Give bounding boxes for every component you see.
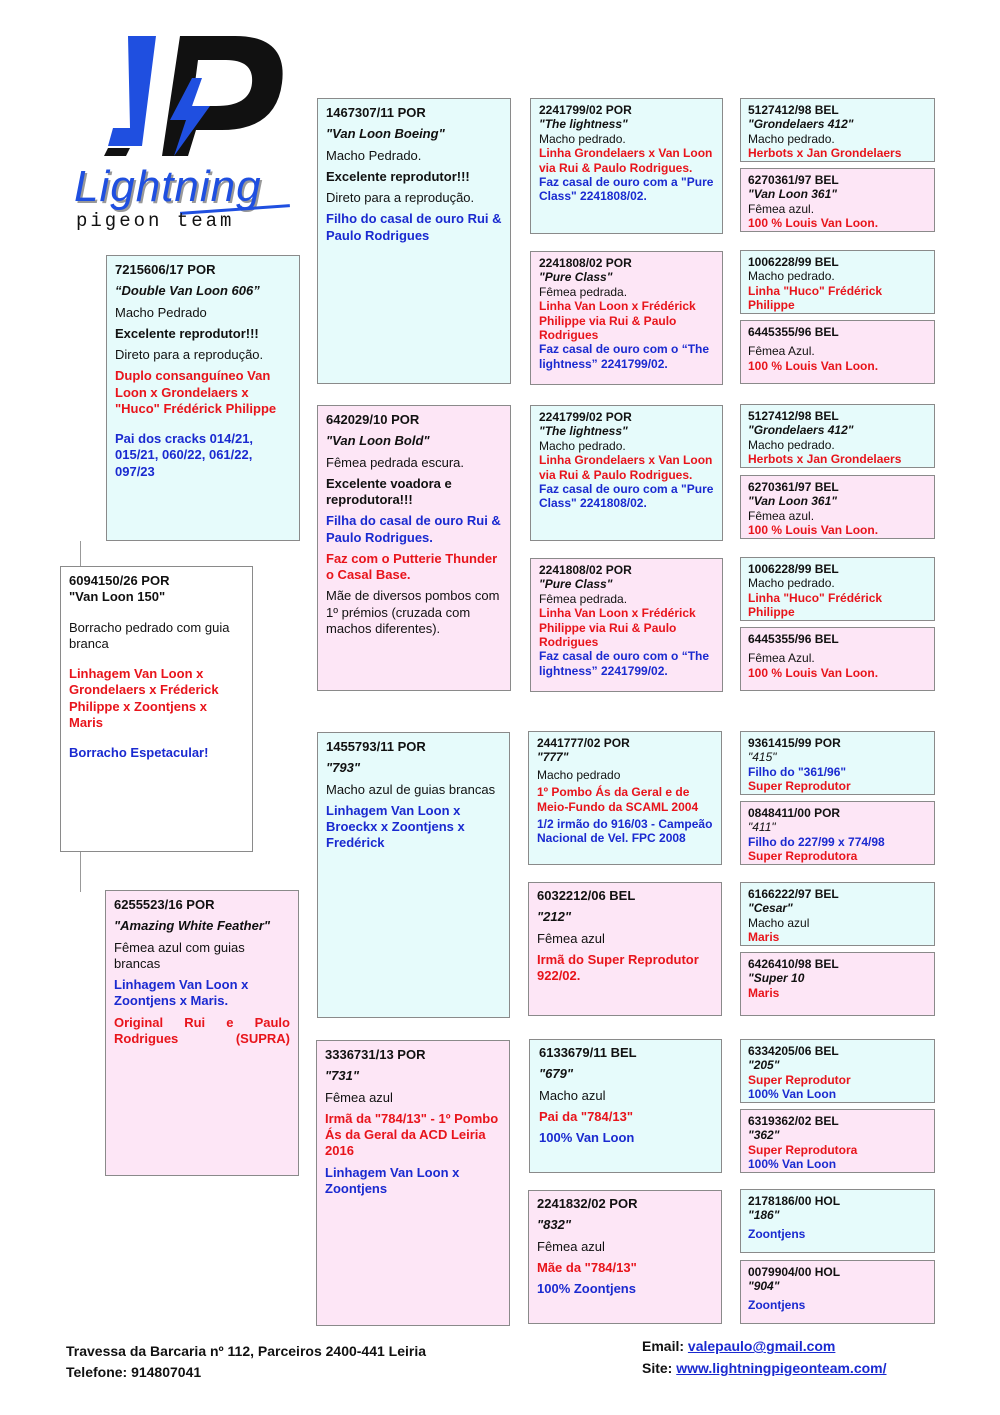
dam-origin: Original Rui e Paulo Rodrigues (SUPRA) (114, 1014, 290, 1046)
dam-lineage: Linhagem Van Loon x Zoontjens x Maris. (114, 977, 249, 1009)
ancestor-ring: 6426410/98 BEL (748, 957, 839, 971)
ggp-lineage: 100% Zoontjens (537, 1281, 636, 1296)
footer-phone: Telefone: 914807041 (66, 1364, 202, 1380)
ancestor-card (740, 801, 935, 865)
ancestor-desc: Fêmea azul. (748, 508, 815, 523)
ancestor-desc: Fêmea Azul. (748, 344, 815, 359)
ggp-ring: 2241799/02 POR (539, 103, 632, 117)
ggp-sex: Fêmea azul (537, 1238, 605, 1254)
ancestor-lineage: Zoontjens (748, 1297, 806, 1312)
gp-ring: 3336731/13 POR (325, 1047, 426, 1062)
ancestor-ring: 6319362/02 BEL (748, 1114, 839, 1128)
ggp-sex: Macho pedrado (537, 767, 621, 782)
ggp-lineage: 100% Van Loon (539, 1130, 635, 1145)
ancestor-ring: 5127412/98 BEL (748, 103, 839, 117)
subject-note: Borracho Espetacular! (69, 745, 209, 760)
ggp-name: "212" (537, 909, 572, 925)
gp-name: "793" (326, 760, 361, 776)
sire-offspring: Pai dos cracks 014/21, 015/21, 060/22, 061/22, 097/23 (115, 431, 254, 479)
ancestor-name: "411" (748, 820, 776, 835)
subject-card (60, 566, 253, 852)
ggp-name: "Pure Class" (539, 270, 613, 285)
ancestor-lineage: Herbots x Jan Grondelaers (748, 146, 902, 161)
footer-email (642, 1338, 835, 1354)
ancestor-card (740, 882, 935, 946)
ggp-relation: Mãe da "784/13" (537, 1259, 637, 1275)
sire-ring: 7215606/17 POR (115, 262, 216, 277)
ancestor-desc: Macho pedrado. (748, 576, 835, 591)
ancestor-card (740, 1260, 935, 1324)
gp-name: "Van Loon Boeing" (326, 126, 445, 142)
sire-card (106, 255, 300, 541)
dam-card (105, 890, 299, 1176)
dam-ring: 6255523/16 POR (114, 897, 215, 912)
sire-sex: Macho Pedrado (115, 304, 207, 320)
site-label: Site: (642, 1360, 673, 1376)
sire-note: Direto para a reprodução. (115, 347, 264, 362)
ggp-relation: Irmã do Super Reprodutor 922/02. (537, 951, 699, 983)
connector-line (80, 541, 81, 567)
ggp-relation: 1/2 irmão do 916/03 - Campeão Nacional de Vel. FPC 2008 (537, 816, 713, 846)
gp-note: Irmã da "784/13" - 1º Pombo Ás da Geral da ACD Leiria 2016 (325, 1110, 499, 1159)
ancestor-ring: 0848411/00 POR (748, 806, 841, 820)
ggp-pair: Faz casal de ouro com a "Pure Class" 2241808/02. (539, 174, 714, 204)
ancestor-ring: 5127412/98 BEL (748, 409, 839, 423)
ggp-ring: 6133679/11 BEL (539, 1045, 637, 1060)
ancestor-ring: 0079904/00 HOL (748, 1265, 841, 1279)
gp-origin: Filho do casal de ouro Rui & Paulo Rodrigues (326, 211, 502, 243)
ggp-name: "832" (537, 1217, 572, 1233)
ancestor-name: "904" (748, 1279, 780, 1294)
ggp-ring: 2241808/02 POR (539, 256, 632, 270)
ancestor-ring: 9361415/99 POR (748, 736, 841, 750)
grandparent-card-4 (316, 1040, 510, 1326)
ancestor-status: Super Reprodutor (748, 779, 851, 794)
great-grandparent-card (528, 1190, 722, 1324)
great-grandparent-card (530, 558, 723, 692)
subject-ring: 6094150/26 POR (69, 573, 170, 588)
ancestor-name: "186" (748, 1208, 780, 1223)
ancestor-card (740, 557, 935, 621)
ggp-sex: Fêmea pedrada. (539, 591, 628, 606)
ancestor-desc: Fêmea Azul. (748, 651, 815, 666)
dam-name: "Amazing White Feather" (114, 918, 271, 934)
ancestor-lineage: Linha "Huco" Frédérick Philippe (748, 590, 883, 620)
gp-ring: 1455793/11 POR (326, 739, 426, 754)
great-grandparent-card (528, 731, 722, 865)
ancestor-card (740, 168, 935, 232)
gp-note: Direto para a reprodução. (326, 190, 475, 205)
ancestor-relation: Filho do 227/99 x 774/98 (748, 834, 885, 849)
ggp-ring: 2241799/02 POR (539, 410, 632, 424)
team-logo (70, 28, 300, 238)
sire-lineage: Duplo consanguíneo Van Loon x Grondelaers x "Huco" Frédérick Philippe (115, 368, 277, 416)
ancestor-desc: Macho pedrado. (748, 437, 835, 452)
ggp-lineage: Linha Van Loon x Frédérick Philippe via Rui & Paulo Rodrigues (539, 299, 696, 342)
ggp-lineage: Linha Grondelaers x Van Loon via Rui & Paulo Rodrigues. (539, 146, 713, 175)
ancestor-desc: Macho azul (748, 915, 810, 930)
ancestor-card (740, 404, 935, 468)
great-grandparent-card (530, 405, 723, 541)
ancestor-name: "205" (748, 1058, 780, 1073)
gp-lineage: Linhagem Van Loon x Zoontjens (325, 1164, 460, 1196)
gp-name: "Van Loon Bold" (326, 433, 430, 449)
ggp-ring: 2241808/02 POR (539, 563, 632, 577)
ggp-relation: Pai da "784/13" (539, 1108, 633, 1124)
ancestor-lineage: Maris (748, 985, 780, 1000)
ancestor-lineage: Herbots x Jan Grondelaers (748, 452, 902, 467)
grandparent-card-1 (317, 98, 511, 384)
gp-note: Mãe de diversos pombos com 1º prémios (cruzada com machos diferentes). (326, 588, 500, 636)
ggp-lineage: Linha Grondelaers x Van Loon via Rui & Paulo Rodrigues. (539, 453, 713, 482)
ancestor-ring: 2178186/00 HOL (748, 1194, 841, 1208)
ggp-pair: Faz casal de ouro com a "Pure Class" 2241808/02. (539, 481, 714, 511)
ancestor-name: "Grondelaers 412" (748, 423, 854, 438)
ancestor-card (740, 952, 935, 1016)
ancestor-name: "362" (748, 1128, 780, 1143)
gp-quality: Excelente voadora e reprodutora!!! (326, 475, 452, 507)
gp-sex: Fêmea pedrada escura. (326, 454, 465, 470)
footer-address: Travessa da Barcaria nº 112, Parceiros 2400-441 Leiria (66, 1343, 427, 1359)
ancestor-name: "Super 10 (748, 971, 805, 986)
ggp-name: "777" (537, 750, 569, 765)
ancestor-card (740, 475, 935, 539)
ancestor-ring: 6270361/97 BEL (748, 480, 839, 494)
gp-sex: Macho Pedrado. (326, 147, 422, 163)
ancestor-desc: Fêmea azul. (748, 201, 815, 216)
ancestor-status: Super Reprodutor (748, 1072, 851, 1087)
ancestor-card (740, 250, 935, 314)
gp-ring: 642029/10 POR (326, 412, 420, 427)
ancestor-ring: 6334205/06 BEL (748, 1044, 839, 1058)
ancestor-lineage: 100 % Louis Van Loon. (748, 665, 879, 680)
gp-ring: 1467307/11 POR (326, 105, 426, 120)
great-grandparent-card (528, 882, 722, 1016)
great-grandparent-card (530, 98, 723, 234)
ancestor-status: Super Reprodutora (748, 1142, 858, 1157)
ggp-name: "Pure Class" (539, 577, 613, 592)
ggp-sex: Macho azul (539, 1087, 606, 1103)
ancestor-ring: 1006228/99 BEL (748, 255, 839, 269)
ancestor-ring: 1006228/99 BEL (748, 562, 839, 576)
ggp-sex: Fêmea azul (537, 930, 605, 946)
ancestor-desc: Macho pedrado. (748, 131, 835, 146)
ancestor-name: "Cesar" (748, 901, 793, 916)
ggp-sex: Macho pedrado. (539, 131, 626, 146)
ancestor-ring: 6270361/97 BEL (748, 173, 839, 187)
site-link[interactable]: www.lightningpigeonteam.com/ (676, 1360, 887, 1376)
gp-origin: Filha do casal de ouro Rui & Paulo Rodrigues. (326, 513, 501, 545)
subject-desc: Borracho pedrado com guia branca (69, 619, 230, 651)
ancestor-card (740, 320, 935, 384)
gp-name: "731" (325, 1068, 360, 1084)
great-grandparent-card (530, 251, 723, 385)
ancestor-name: "Van Loon 361" (748, 494, 837, 509)
email-link[interactable]: valepaulo@gmail.com (687, 1338, 836, 1354)
ggp-name: "679" (539, 1066, 574, 1082)
ancestor-lineage: 100 % Louis Van Loon. (748, 216, 879, 231)
gp-quality: Excelente reprodutor!!! (326, 168, 470, 184)
ancestor-card (740, 98, 935, 162)
ggp-achievement: 1º Pombo Ás da Geral e de Meio-Fundo da SCAML 2004 (537, 785, 699, 814)
ancestor-card (740, 1189, 935, 1253)
dam-desc: Fêmea azul com guias brancas (114, 939, 245, 971)
ancestor-card (740, 1109, 935, 1173)
sire-quality: Excelente reprodutor!!! (115, 325, 259, 341)
sire-name: “Double Van Loon 606” (115, 283, 260, 299)
email-label: Email: (642, 1338, 685, 1354)
ggp-name: "The lightness" (539, 424, 628, 439)
great-grandparent-card (529, 1039, 722, 1173)
ancestor-relation: Filho do "361/96" (748, 764, 847, 779)
ancestor-desc: Macho pedrado. (748, 269, 835, 284)
ancestor-name: "415" (748, 750, 777, 765)
ancestor-lineage: 100 % Louis Van Loon. (748, 523, 879, 538)
ancestor-lineage: 100% Van Loon (748, 1087, 837, 1102)
ggp-ring: 6032212/06 BEL (537, 888, 636, 903)
ancestor-ring: 6445355/96 BEL (748, 632, 839, 646)
gp-sex: Fêmea azul (325, 1089, 393, 1105)
connector-line (80, 852, 81, 892)
ancestor-name: "Van Loon 361" (748, 187, 837, 202)
ggp-lineage: Linha Van Loon x Frédérick Philippe via Rui & Paulo Rodrigues (539, 606, 696, 649)
logo-subtitle: pigeon team (76, 210, 235, 232)
ggp-pair: Faz casal de ouro com o “The lightness” 2241799/02. (539, 649, 710, 678)
ancestor-lineage: 100% Van Loon (748, 1157, 837, 1172)
ancestor-card (740, 1039, 935, 1103)
ancestor-lineage: 100 % Louis Van Loon. (748, 358, 879, 373)
gp-desc: Macho azul de guias brancas (326, 781, 496, 797)
subject-lineage: Linhagem Van Loon x Grondelaers x Fréderick Philippe x Zoontjens x Maris (69, 666, 219, 730)
ggp-pair: Faz casal de ouro com o “The lightness” 2241799/02. (539, 342, 710, 371)
gp-pair: Faz com o Putterie Thunder o Casal Base. (326, 550, 498, 582)
gp-lineage: Linhagem Van Loon x Broeckx x Zoontjens x Fredérick (326, 802, 465, 851)
ancestor-card (740, 731, 935, 795)
ancestor-ring: 6445355/96 BEL (748, 325, 839, 339)
subject-name: "Van Loon 150" (69, 589, 166, 605)
ancestor-card (740, 627, 935, 691)
logo-title: Lightning (74, 162, 262, 211)
ggp-ring: 2441777/02 POR (537, 736, 630, 750)
ancestor-ring: 6166222/97 BEL (748, 887, 839, 901)
ancestor-lineage: Linha "Huco" Frédérick Philippe (748, 283, 883, 313)
ggp-name: "The lightness" (539, 117, 628, 132)
ancestor-name: "Grondelaers 412" (748, 117, 854, 132)
ancestor-lineage: Zoontjens (748, 1226, 806, 1241)
ancestor-lineage: Maris (748, 930, 780, 945)
ancestor-status: Super Reprodutora (748, 849, 858, 864)
grandparent-card-2 (317, 405, 511, 691)
ggp-ring: 2241832/02 POR (537, 1196, 638, 1211)
ggp-sex: Macho pedrado. (539, 438, 626, 453)
ggp-sex: Fêmea pedrada. (539, 284, 628, 299)
footer-site (642, 1360, 887, 1376)
grandparent-card-3 (317, 732, 510, 1018)
